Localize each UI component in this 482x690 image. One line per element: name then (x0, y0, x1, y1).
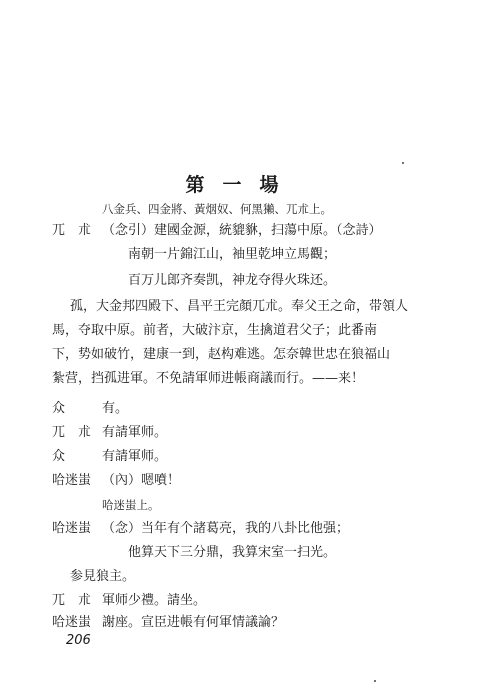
speaker-label: 兀 朮 (52, 425, 92, 440)
speaker-label: 兀 朮 (52, 223, 92, 238)
scene-title: 第一場 (185, 174, 297, 196)
speaker-label: 兀 朮 (52, 593, 92, 608)
dialogue-line: 参見狼主。 (70, 569, 136, 584)
dialogue-line: 孤，大金邦四殿下、昌平王完顏兀朮。奉父王之命，带領人 (70, 299, 409, 314)
print-speck (374, 680, 376, 682)
print-speck (402, 162, 404, 164)
dialogue-line: 馬，夺取中原。前者，大破汴京，生擒道君父子；此番南 (52, 323, 378, 338)
speaker-label: 哈迷蚩 (52, 473, 92, 488)
verse-line: 南朝一片錦江山，袖里乾坤立馬觀； (128, 247, 337, 262)
dialogue-line: 下，势如破竹，建康一到，赵构难逃。怎奈韓世忠在狼福山 (52, 347, 391, 362)
dialogue-line: （內）嗯噴！ (102, 473, 181, 488)
dialogue-line: 有。 (102, 401, 129, 416)
speaker-label: 哈迷蚩 (52, 521, 92, 536)
verse-line: 他算天下三分鼎，我算宋室一扫光。 (128, 545, 337, 560)
dialogue-line: 謝座。宣臣进帳有何軍情議論？ (102, 615, 285, 630)
dialogue-line: 軍师少禮。請坐。 (102, 593, 207, 608)
verse-line: 百万儿郎齐奏凯，神龙夺得火珠还。 (128, 273, 337, 288)
dialogue-line: 紮营，挡孤进軍。不免請軍师进帳商議而行。——来！ (52, 371, 365, 386)
dialogue-line: 有請軍师。 (102, 449, 168, 464)
page-number: 206 (66, 633, 91, 648)
speaker-label: 众 (52, 449, 66, 464)
stage-direction: 八金兵、四金將、黃烟奴、何黑獺、兀朮上。 (102, 202, 332, 216)
dialogue-line: （念引）建國金源，統貔貅，扫蕩中原。（念詩） (102, 223, 382, 238)
stage-direction: 哈迷蚩上。 (102, 498, 160, 512)
speaker-label: 哈迷蚩 (52, 615, 92, 630)
dialogue-line: 有請軍师。 (102, 425, 168, 440)
dialogue-line: （念）当年有个諸葛亮，我的八卦比他强； (102, 521, 350, 536)
speaker-label: 众 (52, 401, 66, 416)
